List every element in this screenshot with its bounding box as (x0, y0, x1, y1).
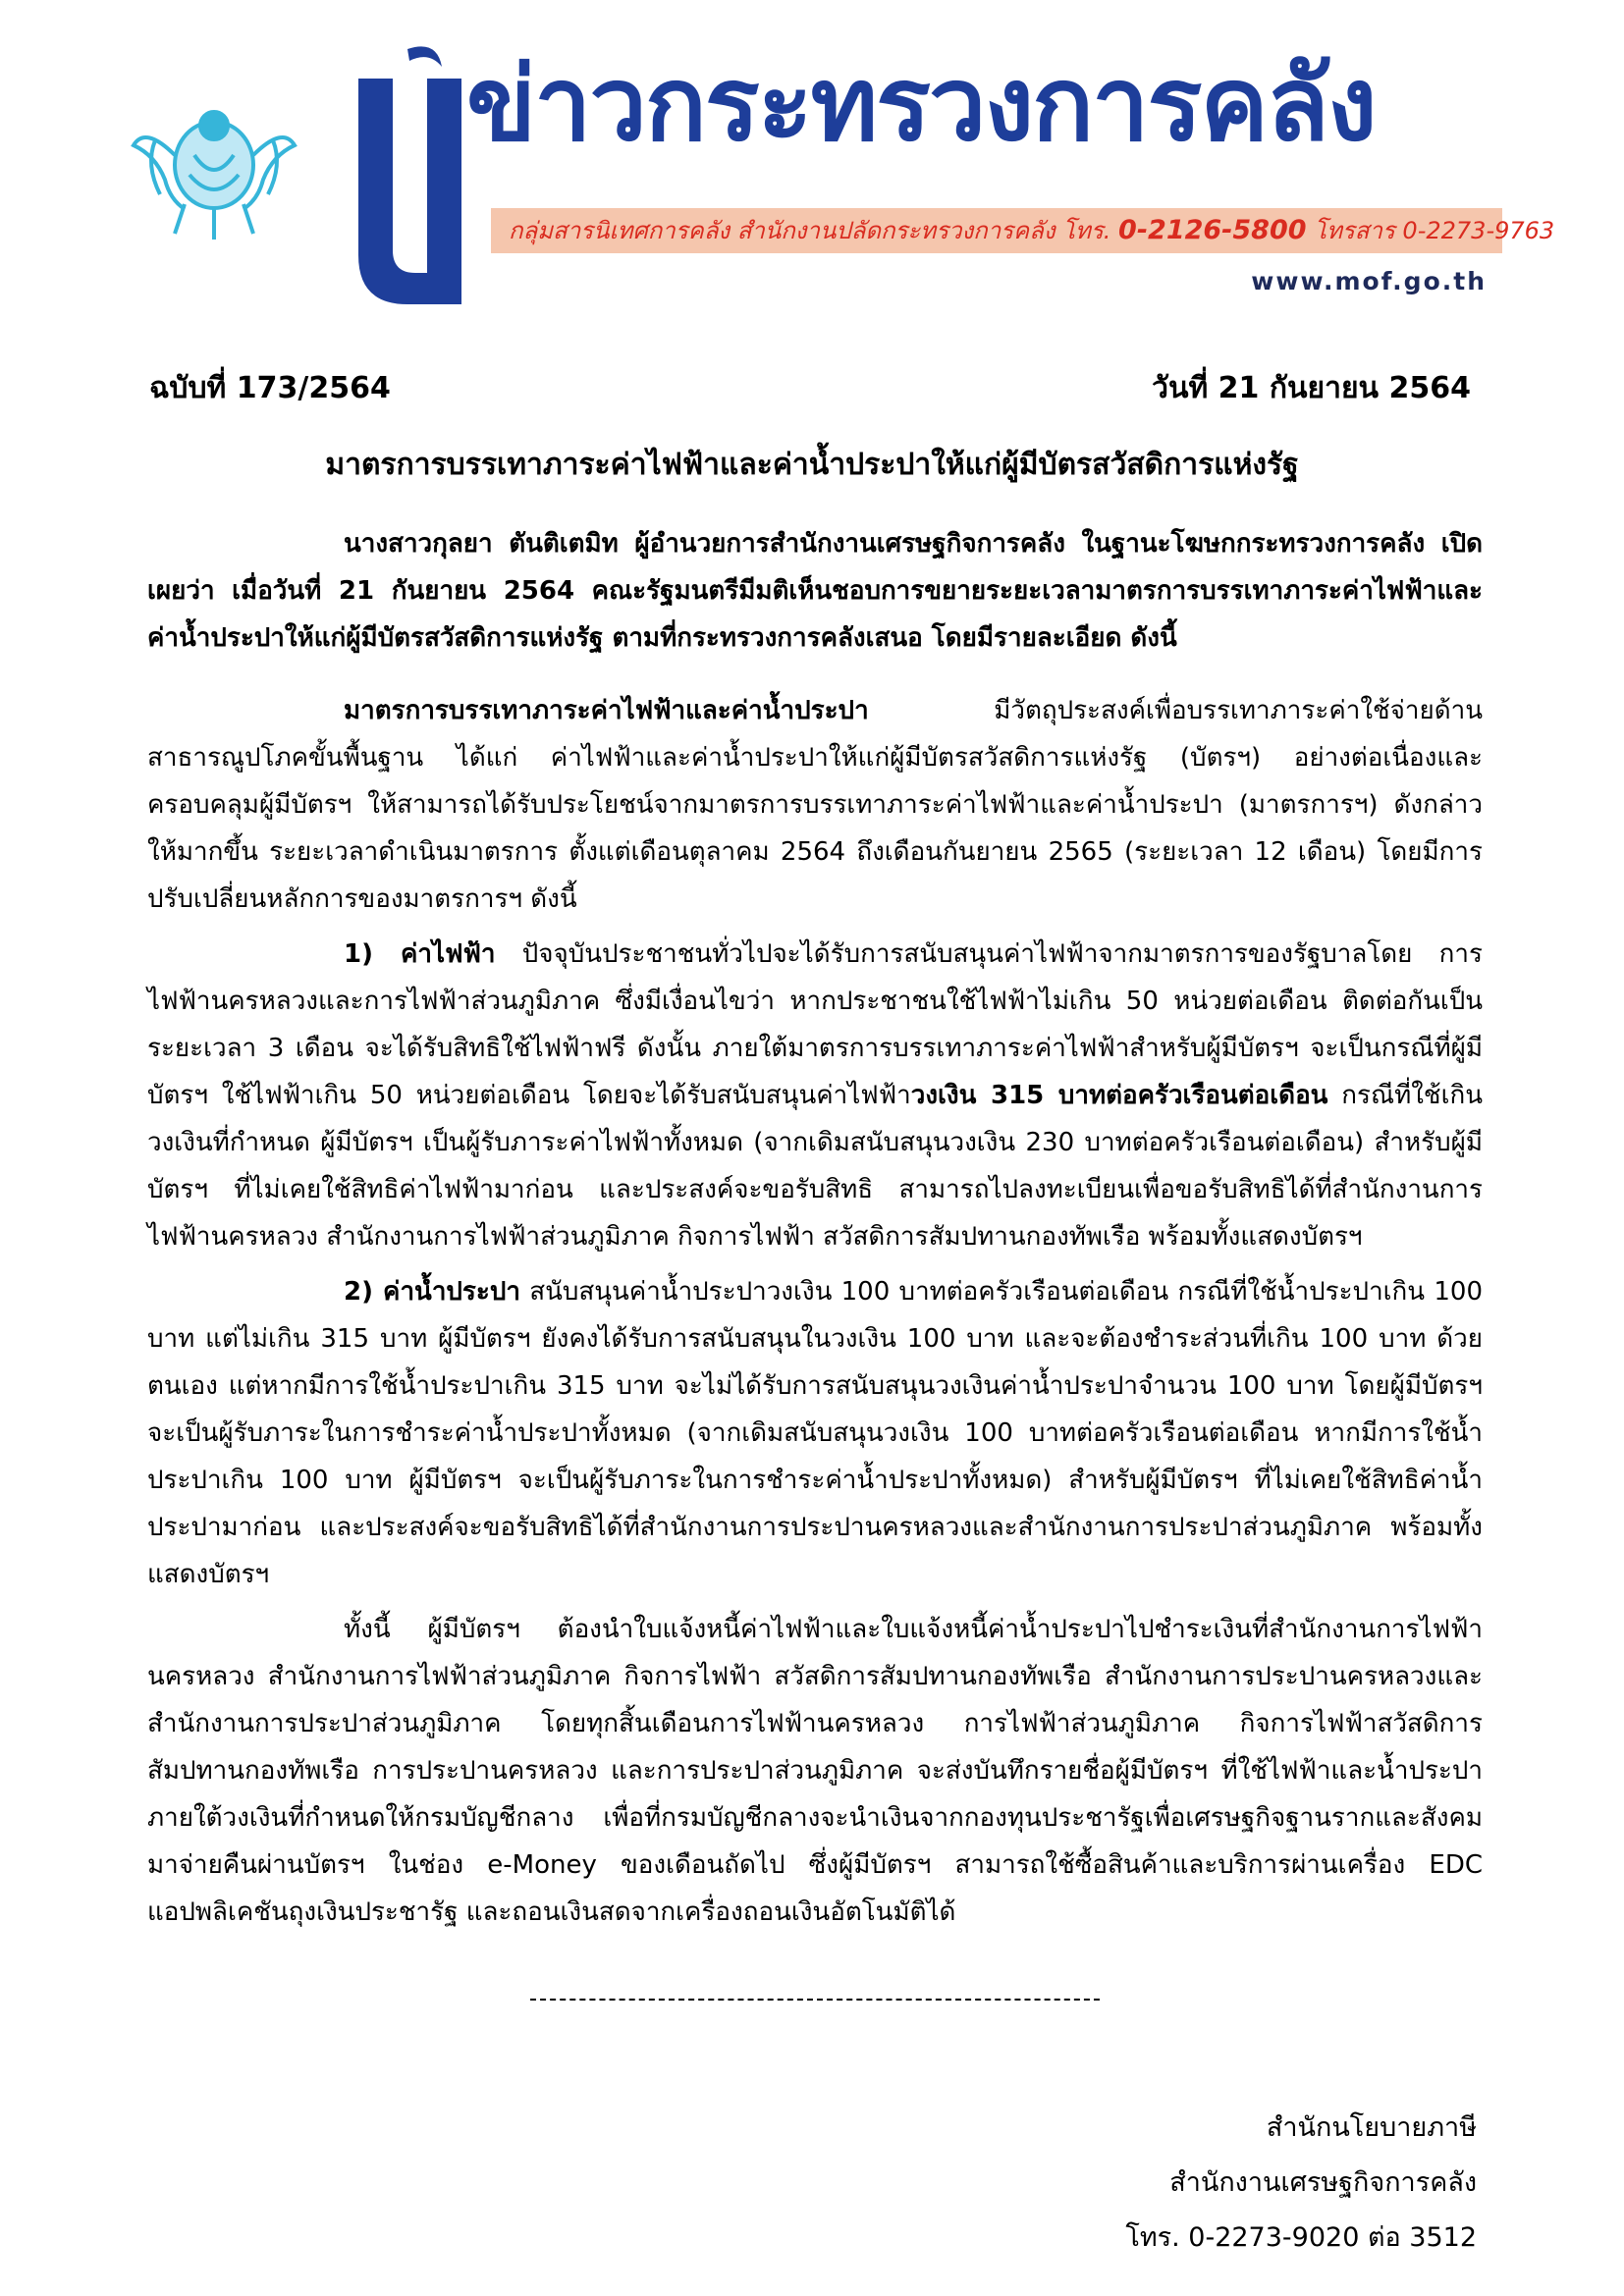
water-heading: 2) ค่าน้ำประปา (344, 1277, 520, 1307)
document-body (147, 520, 1483, 1944)
document-title: มาตรการบรรเทาภาระค่าไฟฟ้าและค่าน้ำประปาให้แก่ผู้มีบัตรสวัสดิการแห่งรัฐ (325, 448, 1299, 482)
electricity-text-b: กรณีที่ใช้เกินวงเงินที่กำหนด ผู้มีบัตรฯ เป็นผู้รับภาระค่าไฟฟ้าทั้งหมด (จากเดิมสนับสนุนวงเงิน 230 บาทต่อครัวเรือนต่อเดือน) สำหรับผู้มีบัตรฯ ที่ไม่เคยใช้สิทธิค่าไฟฟ้ามาก่อน และประสงค์จะขอรับสิทธิ สามารถไปลงทะเบียนเพื่อขอรับสิทธิได้ที่สำนักงานการไฟฟ้านครหลวง สำนักงานการไฟฟ้าส่วนภูมิภาค กิจการไฟฟ้า สวัสดิการสัมปทานกองทัพเรือ พร้อมทั้งแสดงบัตรฯ (147, 1081, 1483, 1252)
issue-number: ฉบับที่ 173/2564 (149, 371, 391, 405)
garuda-emblem-icon (126, 86, 302, 243)
issue-date: วันที่ 21 กันยายน 2564 (1152, 371, 1471, 405)
electricity-heading: 1) ค่าไฟฟ้า (344, 939, 496, 969)
intro-text: มีวัตถุประสงค์เพื่อบรรเทาภาระค่าใช้จ่ายด้านสาธารณูปโภคขั้นพื้นฐาน ได้แก่ ค่าไฟฟ้าและค่าน้ำประปาให้แก่ผู้มีบัตรสวัสดิการแห่งรัฐ (บัตรฯ) อย่างต่อเนื่องและครอบคลุมผู้มีบัตรฯ ให้สามารถได้รับประโยชน์จากมาตรการบรรเทาภาระค่าไฟฟ้าและค่าน้ำประปา (มาตรการฯ) ดังกล่าวให้มากขึ้น ระยะเวลาดำเนินมาตรการ ตั้งแต่เดือนตุลาคม 2564 ถึงเดือนกันยายน 2565 (ระยะเวลา 12 เดือน) โดยมีการปรับเปลี่ยนหลักการของมาตรการฯ ดังนี้ (147, 696, 1483, 914)
masthead-subtitle (509, 215, 1554, 246)
electricity-text-a: ปัจจุบันประชาชนทั่วไปจะได้รับการสนับสนุนค่าไฟฟ้าจากมาตรการของรัฐบาลโดย การไฟฟ้านครหลวงและการไฟฟ้าส่วนภูมิภาค ซึ่งมีเงื่อนไขว่า หากประชาชนใช้ไฟฟ้าไม่เกิน 50 หน่วยต่อเดือน ติดต่อกันเป็นระยะเวลา 3 เดือน จะได้รับสิทธิใช้ไฟฟ้าฟรี ดังนั้น ภายใต้มาตรการบรรเทาภาระค่าไฟฟ้าสำหรับผู้มีบัตรฯ จะเป็นกรณีที่ผู้มีบัตรฯ ใช้ไฟฟ้าเกิน 50 หน่วยต่อเดือน โดยจะได้รับสนับสนุนค่าไฟฟ้า (147, 939, 1483, 1110)
lead-paragraph: นางสาวกุลยา ตันติเตมิท ผู้อำนวยการสำนักงานเศรษฐกิจการคลัง ในฐานะโฆษกกระทรวงการคลัง เปิดเผยว่า เมื่อวันที่ 21 กันยายน 2564 คณะรัฐมนตรีมีมติเห็นชอบการขยายระยะเวลามาตรการบรรเทาภาระค่าไฟฟ้าและค่าน้ำประปาให้แก่ผู้มีบัตรสวัสดิการแห่งรัฐ ตามที่กระทรวงการคลังเสนอ โดยมีรายละเอียด ดังนี้ (147, 529, 1483, 653)
intro-paragraph (147, 687, 1483, 923)
signature-block (1125, 2101, 1477, 2266)
signature-line-1: สำนักนโยบายภาษี (1266, 2112, 1477, 2143)
masthead-title: ข่าวกระทรวงการคลัง (466, 44, 1376, 164)
masthead-phone: 0-2126-5800 (1118, 215, 1307, 245)
intro-heading: มาตรการบรรเทาภาระค่าไฟฟ้าและค่าน้ำประปา (344, 696, 869, 725)
masthead-website: www.mof.go.th (1251, 267, 1487, 295)
signature-line-3: โทร. 0-2273-9020 ต่อ 3512 (1125, 2222, 1477, 2253)
separator-line (530, 1999, 1100, 2001)
masthead-fax: โทรสาร 0-2273-9763 (1314, 217, 1555, 244)
masthead-subtitle-text: กลุ่มสารนิเทศการคลัง สำนักงานปลัดกระทรวงการคลัง โทร. (509, 217, 1111, 244)
masthead (0, 0, 1624, 324)
signature-line-2: สำนักงานเศรษฐกิจการคลัง (1169, 2167, 1477, 2198)
masthead-initial-glyph (339, 39, 466, 304)
electricity-paragraph (147, 931, 1483, 1260)
water-paragraph (147, 1268, 1483, 1598)
electricity-amount: วงเงิน 315 บาทต่อครัวเรือนต่อเดือน (910, 1081, 1328, 1110)
water-text: สนับสนุนค่าน้ำประปาวงเงิน 100 บาทต่อครัวเรือนต่อเดือน กรณีที่ใช้น้ำประปาเกิน 100 บาท แต่ไม่เกิน 315 บาท ผู้มีบัตรฯ ยังคงได้รับการสนับสนุนในวงเงิน 100 บาท และจะต้องชำระส่วนที่เกิน 100 บาท ด้วยตนเอง แต่หากมีการใช้น้ำประปาเกิน 315 บาท จะไม่ได้รับการสนับสนุนวงเงินค่าน้ำประปาจำนวน 100 บาท โดยผู้มีบัตรฯ จะเป็นผู้รับภาระในการชำระค่าน้ำประปาทั้งหมด (จากเดิมสนับสนุนวงเงิน 100 บาทต่อครัวเรือนต่อเดือน หากมีการใช้น้ำประปาเกิน 100 บาท ผู้มีบัตรฯ จะเป็นผู้รับภาระในการชำระค่าน้ำประปาทั้งหมด) สำหรับผู้มีบัตรฯ ที่ไม่เคยใช้สิทธิค่าน้ำประปามาก่อน และประสงค์จะขอรับสิทธิได้ที่สำนักงานการประปานครหลวงและสำนักงานการประปาส่วนภูมิภาค พร้อมทั้งแสดงบัตรฯ (147, 1277, 1483, 1589)
closing-paragraph: ทั้งนี้ ผู้มีบัตรฯ ต้องนำใบแจ้งหนี้ค่าไฟฟ้าและใบแจ้งหนี้ค่าน้ำประปาไปชำระเงินที่สำนักงานการไฟฟ้านครหลวง สำนักงานการไฟฟ้าส่วนภูมิภาค กิจการไฟฟ้า สวัสดิการสัมปทานกองทัพเรือ สำนักงานการประปานครหลวงและสำนักงานการประปาส่วนภูมิภาค โดยทุกสิ้นเดือนการไฟฟ้านครหลวง การไฟฟ้าส่วนภูมิภาค กิจการไฟฟ้าสวัสดิการสัมปทานกองทัพเรือ การประปานครหลวง และการประปาส่วนภูมิภาค จะส่งบันทึกรายชื่อผู้มีบัตรฯ ที่ใช้ไฟฟ้าและน้ำประปาภายใต้วงเงินที่กำหนดให้กรมบัญชีกลาง เพื่อที่กรมบัญชีกลางจะนำเงินจากกองทุนประชารัฐเพื่อเศรษฐกิจฐานรากและสังคมมาจ่ายคืนผ่านบัตรฯ ในช่อง e-Money ของเดือนถัดไป ซึ่งผู้มีบัตรฯ สามารถใช้ซื้อสินค้าและบริการผ่านเครื่อง EDC แอปพลิเคชันถุงเงินประชารัฐ และถอนเงินสดจากเครื่องถอนเงินอัตโนมัติได้ (147, 1615, 1483, 1927)
